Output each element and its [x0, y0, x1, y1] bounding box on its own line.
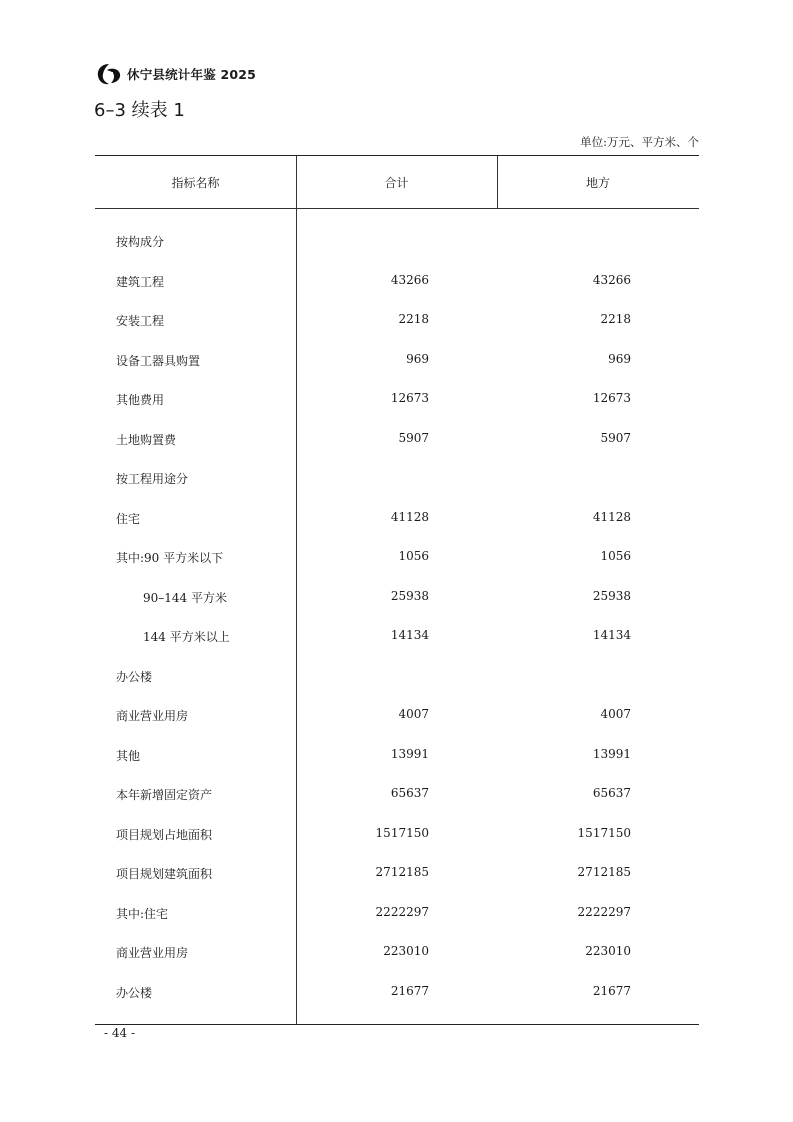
total-value: 969 [406, 351, 429, 366]
yearbook-logo-icon [95, 61, 123, 87]
total-value: 65637 [390, 786, 429, 800]
table-row [95, 933, 699, 973]
local-value: 13991 [592, 746, 631, 761]
local-value: 12673 [592, 391, 631, 405]
table-row [95, 538, 699, 578]
total-value: 25938 [390, 588, 429, 603]
row-label: 安装工程 [116, 314, 165, 328]
local-value: 2222297 [577, 904, 631, 919]
table-row [95, 222, 699, 262]
total-value: 2712185 [375, 865, 429, 879]
table-row [95, 696, 699, 736]
total-value: 13991 [390, 746, 429, 761]
local-value: 25938 [592, 588, 631, 603]
local-value: 2712185 [577, 865, 631, 879]
row-label: 144 平方米以上 [143, 630, 230, 644]
total-value: 43266 [390, 272, 429, 287]
yearbook-header [95, 61, 256, 87]
table-row [95, 499, 699, 539]
row-label: 其中:90 平方米以下 [116, 551, 224, 565]
local-value: 969 [608, 351, 631, 366]
local-value: 1517150 [577, 825, 631, 840]
local-value: 21677 [592, 983, 631, 998]
total-value: 1056 [398, 549, 429, 563]
book-title: 休宁县统计年鉴 2025 [127, 67, 257, 82]
table-title: 6–3 续表 1 [94, 100, 185, 121]
column-header-indicator: 指标名称 [171, 176, 220, 190]
unit-label: 单位:万元、平方米、个 [580, 135, 699, 149]
row-label: 本年新增固定资产 [116, 788, 213, 802]
row-label: 设备工器具购置 [116, 353, 201, 368]
local-value: 43266 [592, 272, 631, 287]
row-label: 其他费用 [116, 393, 165, 407]
local-value: 223010 [585, 944, 631, 958]
total-value: 1517150 [375, 825, 429, 840]
local-value: 41128 [592, 509, 631, 524]
table-row [95, 578, 699, 618]
table-row [95, 420, 699, 460]
table-row [95, 973, 699, 1013]
row-label: 办公楼 [116, 985, 153, 1000]
table-row [95, 775, 699, 815]
table-row [95, 657, 699, 697]
total-value: 2222297 [375, 904, 429, 919]
row-label: 建筑工程 [116, 274, 165, 289]
total-value: 21677 [390, 983, 429, 998]
total-value: 4007 [398, 707, 429, 721]
row-label: 住宅 [116, 511, 141, 526]
column-header-local: 地方 [585, 176, 610, 190]
table-row [95, 736, 699, 776]
total-value: 12673 [390, 391, 429, 405]
row-label: 办公楼 [116, 669, 153, 684]
local-value: 65637 [592, 786, 631, 800]
local-value: 2218 [600, 312, 631, 326]
row-label: 按工程用途分 [116, 472, 189, 486]
local-value: 4007 [600, 707, 631, 721]
local-value: 14134 [592, 628, 631, 642]
table-row [95, 380, 699, 420]
table-bottom-rule [95, 1024, 699, 1025]
table-header-rule [95, 208, 699, 209]
total-value: 5907 [398, 430, 429, 445]
table-row [95, 341, 699, 381]
table-row [95, 301, 699, 341]
table-row [95, 894, 699, 934]
local-value: 1056 [600, 549, 631, 563]
total-value: 41128 [390, 509, 429, 524]
table-row [95, 617, 699, 657]
page-number: - 44 - [104, 1026, 136, 1040]
local-value: 5907 [600, 430, 631, 445]
total-value: 2218 [398, 312, 429, 326]
row-label: 按构成分 [116, 235, 165, 249]
table-row [95, 815, 699, 855]
row-label: 其他 [116, 748, 141, 763]
total-value: 14134 [390, 628, 429, 642]
total-value: 223010 [383, 944, 429, 958]
column-header-total: 合计 [384, 176, 409, 190]
row-label: 90–144 平方米 [143, 590, 227, 605]
row-label: 其中:住宅 [116, 906, 169, 921]
row-label: 商业营业用房 [116, 946, 189, 960]
table-row [95, 854, 699, 894]
row-label: 商业营业用房 [116, 709, 189, 723]
row-label: 项目规划占地面积 [116, 827, 213, 842]
table-top-rule [95, 155, 699, 156]
table-row [95, 459, 699, 499]
table-body [95, 222, 699, 1012]
row-label: 项目规划建筑面积 [116, 867, 213, 881]
row-label: 土地购置费 [116, 432, 177, 447]
table-row [95, 262, 699, 302]
